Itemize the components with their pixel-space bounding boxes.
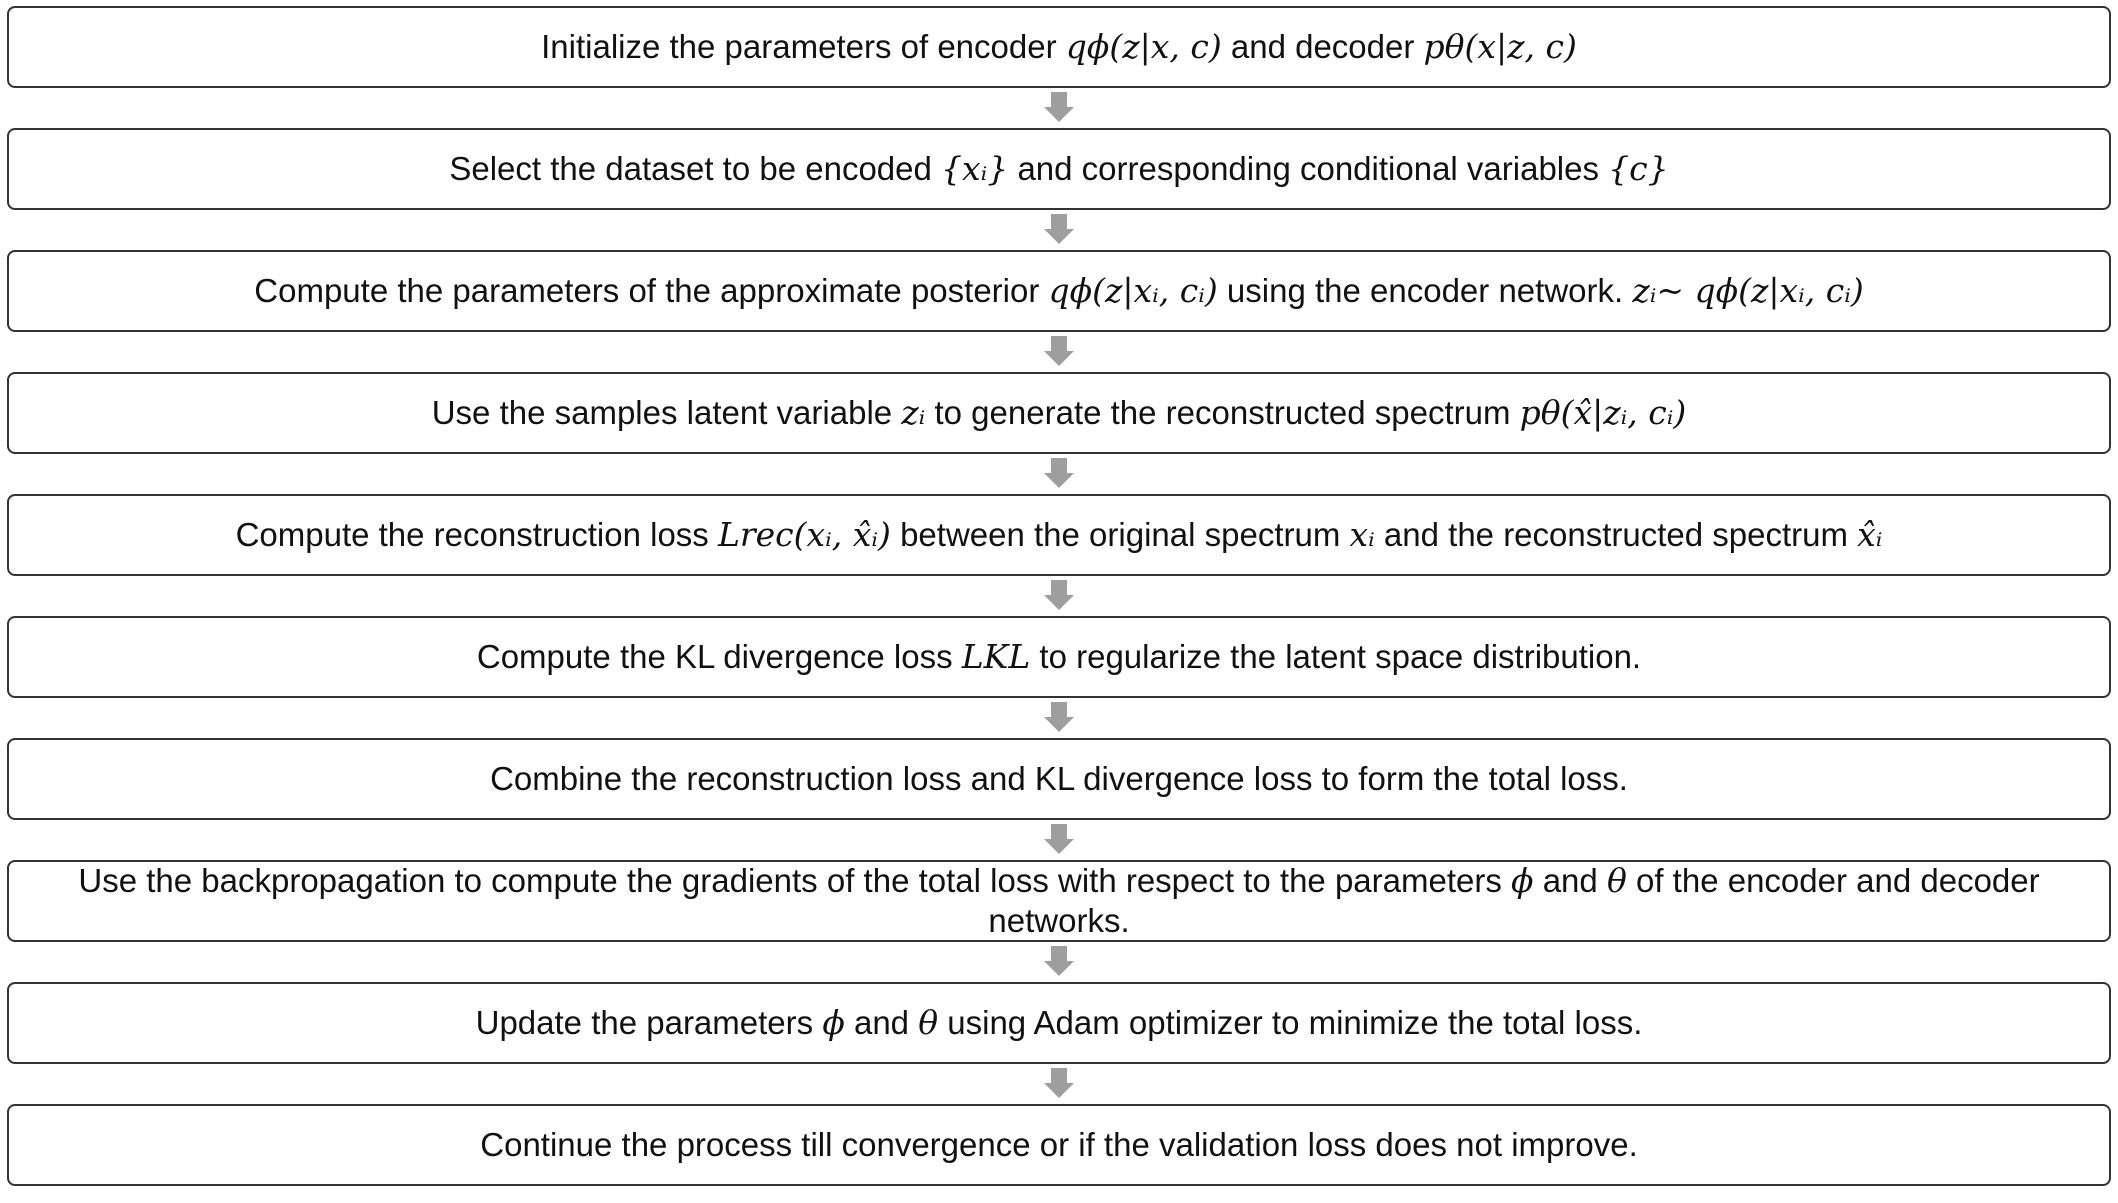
step-3-compute-posterior bbox=[7, 250, 2111, 332]
conditional-formula: {c} bbox=[1608, 149, 1669, 188]
kl-loss-formula: LKL bbox=[961, 637, 1031, 676]
step-9-text-c: using Adam optimizer to minimize the total loss. bbox=[938, 1004, 1643, 1041]
phi-symbol: ϕ bbox=[1511, 861, 1534, 900]
step-1-text bbox=[541, 27, 1577, 67]
dataset-formula: {xᵢ} bbox=[941, 149, 1009, 188]
step-7-text-a: Combine the reconstruction loss and KL divergence loss to form the total loss. bbox=[490, 760, 1628, 797]
step-2-select-dataset bbox=[7, 128, 2111, 210]
down-arrow-icon bbox=[1044, 580, 1074, 610]
reconstruction-formula: pθ(x̂|zᵢ, cᵢ) bbox=[1519, 393, 1687, 432]
down-arrow-icon bbox=[1044, 214, 1074, 244]
step-7-total-loss bbox=[7, 738, 2111, 820]
rec-loss-formula: Lrec(xᵢ, x̂ᵢ) bbox=[717, 515, 891, 554]
step-2-text-b: and corresponding conditional variables bbox=[1008, 150, 1609, 187]
encoder-formula: qϕ(z|x, c) bbox=[1065, 27, 1222, 66]
reconstructed-spectrum-formula: x̂ᵢ bbox=[1857, 515, 1883, 554]
step-10-text bbox=[480, 1125, 1637, 1165]
step-2-text bbox=[449, 149, 1668, 189]
down-arrow-icon bbox=[1044, 336, 1074, 366]
step-8-text-a: Use the backpropagation to compute the gradients of the total loss with respect to the parameters bbox=[78, 862, 1512, 899]
step-9-text bbox=[476, 1003, 1643, 1043]
step-4-text-b: to generate the reconstructed spectrum bbox=[925, 394, 1520, 431]
step-5-text-a: Compute the reconstruction loss bbox=[235, 516, 718, 553]
step-2-text-a: Select the dataset to be encoded bbox=[449, 150, 942, 187]
latent-formula: zᵢ bbox=[901, 393, 926, 432]
down-arrow-icon bbox=[1044, 458, 1074, 488]
down-arrow-icon bbox=[1044, 92, 1074, 122]
step-5-text-c: and the reconstructed spectrum bbox=[1374, 516, 1858, 553]
step-3-text-a: Compute the parameters of the approximate posterior bbox=[254, 272, 1049, 309]
original-spectrum-formula: xᵢ bbox=[1349, 515, 1375, 554]
step-3-text-b: using the encoder network. bbox=[1217, 272, 1633, 309]
step-6-text bbox=[477, 637, 1641, 677]
step-4-text-a: Use the samples latent variable bbox=[431, 394, 902, 431]
down-arrow-icon bbox=[1044, 824, 1074, 854]
step-10-text-a: Continue the process till convergence or if the validation loss does not improve. bbox=[480, 1126, 1638, 1163]
step-8-text-b: and bbox=[1533, 862, 1607, 899]
step-1-text-a: Initialize the parameters of encoder bbox=[541, 28, 1066, 65]
step-10-continue bbox=[7, 1104, 2111, 1186]
step-4-text bbox=[432, 393, 1687, 433]
down-arrow-icon bbox=[1044, 1068, 1074, 1098]
step-6-text-a: Compute the KL divergence loss bbox=[476, 638, 962, 675]
step-5-text bbox=[236, 515, 1883, 555]
posterior-formula: qϕ(z|xᵢ, cᵢ) bbox=[1048, 271, 1218, 310]
step-3-text bbox=[254, 271, 1863, 311]
step-9-text-b: and bbox=[844, 1004, 919, 1041]
decoder-formula: pθ(x|z, c) bbox=[1423, 27, 1577, 66]
theta-symbol: θ bbox=[918, 1003, 939, 1042]
step-4-generate-spectrum bbox=[7, 372, 2111, 454]
step-1-initialize bbox=[7, 6, 2111, 88]
step-5-reconstruction-loss bbox=[7, 494, 2111, 576]
step-7-text bbox=[490, 759, 1628, 799]
step-6-kl-loss bbox=[7, 616, 2111, 698]
step-8-text-c: of the encoder and decoder networks. bbox=[988, 862, 2049, 939]
phi-symbol: ϕ bbox=[822, 1003, 845, 1042]
step-5-text-b: between the original spectrum bbox=[890, 516, 1350, 553]
down-arrow-icon bbox=[1044, 702, 1074, 732]
step-9-text-a: Update the parameters bbox=[475, 1004, 823, 1041]
step-1-text-b: and decoder bbox=[1221, 28, 1424, 65]
down-arrow-icon bbox=[1044, 946, 1074, 976]
step-6-text-b: to regularize the latent space distribution. bbox=[1030, 638, 1642, 675]
theta-symbol: θ bbox=[1606, 861, 1627, 900]
step-8-text bbox=[29, 861, 2089, 941]
step-9-update-parameters bbox=[7, 982, 2111, 1064]
sample-formula: zᵢ~ qϕ(z|xᵢ, cᵢ) bbox=[1632, 271, 1864, 310]
step-8-backpropagation bbox=[7, 860, 2111, 942]
